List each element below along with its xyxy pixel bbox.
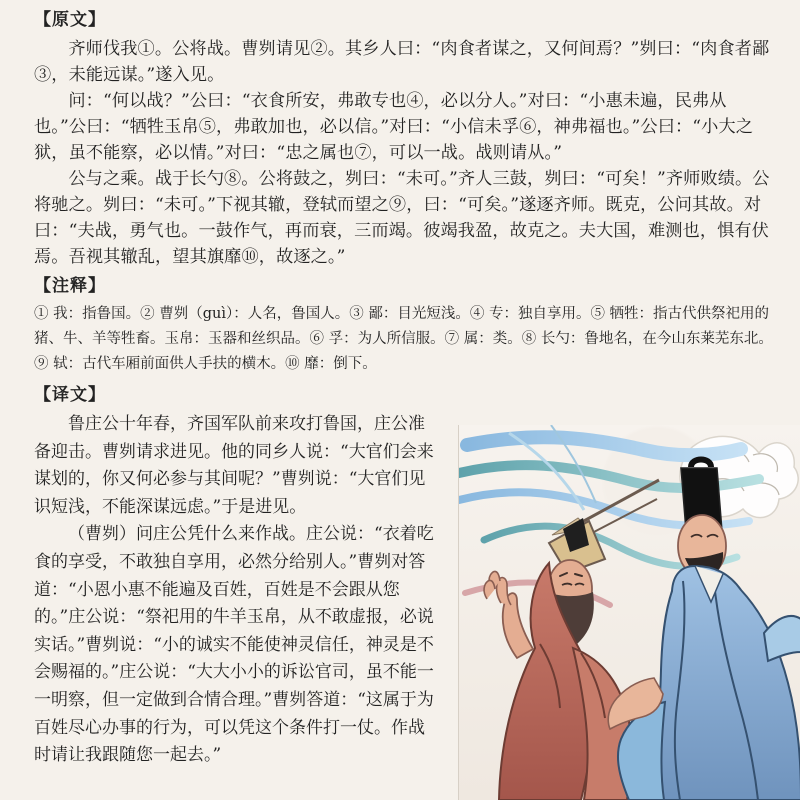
translation-paragraph-1: 鲁庄公十年春，齐国军队前来攻打鲁国，庄公准备迎击。曹刿请求进见。他的同乡人说：“大官们会来谋划的，你又何必参与其间呢？”曹刿说：“大官们见识短浅，不能深谋远虑。”于是进见。 <box>34 414 434 517</box>
translation-paragraph-2: （曹刿）问庄公凭什么来作战。庄公说：“衣着吃食的享受，不敢独自享用，必然分给别人。”曹刿对答道：“小恩小惠不能遍及百姓，百姓是不会跟从您的。”庄公说：“祭祀用的牛羊玉帛，从不敢虚报，必说实话。”曹刿说：“小的诚实不能使神灵信任，神灵是不会赐福的。”庄公说：“大大小小的诉讼官司，虽不能一一明察，但一定做到合情合理。”曹刿答道：“这属于为百姓尽心办事的行为，可以凭这个条件打一仗。作战时请让我跟随您一起去。” <box>34 524 434 766</box>
section-title-yiwen: 【译文】 <box>34 385 106 405</box>
section-title-zhushi: 【注释】 <box>34 276 106 296</box>
original-paragraph-1: 齐师伐我①。公将战。曹刿请见②。其乡人曰：“肉食者谋之，又何间焉？”刿曰：“肉食者鄙③，未能远谋。”遂入见。 <box>34 39 770 85</box>
original-paragraph-2: 问：“何以战？”公曰：“衣食所安，弗敢专也④，必以分人。”对曰：“小惠未遍，民弗从也。”公曰：“牺牲玉帛⑤，弗敢加也，必以信。”对曰：“小信未孚⑥，神弗福也。”公曰：“小大之狱，虽不能察，必以情。”对曰：“忠之属也⑦，可以一战。战则请从。” <box>34 91 754 163</box>
illustration-svg <box>459 425 800 800</box>
left-figure <box>484 518 631 800</box>
original-text <box>34 36 778 270</box>
translation-text <box>34 411 439 770</box>
illustration <box>458 425 800 800</box>
section-title-yuanwen: 【原文】 <box>34 10 106 30</box>
annotation-text: ① 我：指鲁国。② 曹刿（guì）：人名，鲁国人。③ 鄙：目光短浅。④ 专：独自享用。⑤ 牺牲：指古代供祭祀用的猪、牛、羊等牲畜。玉帛：玉器和丝织品。⑥ 孚：为人所信服。⑦ 属：类。⑧ 长勺：鲁地名，在今山东莱芜东北。⑨ 轼：古代车厢前面供人手扶的横木。⑩ 靡：倒下。 <box>34 306 773 372</box>
original-paragraph-3: 公与之乘。战于长勺⑧。公将鼓之，刿曰：“未可。”齐人三鼓，刿曰：“可矣！”齐师败绩。公将驰之。刿曰：“未可。”下视其辙，登轼而望之⑨，曰：“可矣。”遂逐齐师。既克，公问其故。对曰：“夫战，勇气也。一鼓作气，再而衰，三而竭。彼竭我盈，故克之。夫大国，难测也，惧有伏焉。吾视其辙乱，望其旗靡⑩，故逐之。” <box>34 169 770 267</box>
